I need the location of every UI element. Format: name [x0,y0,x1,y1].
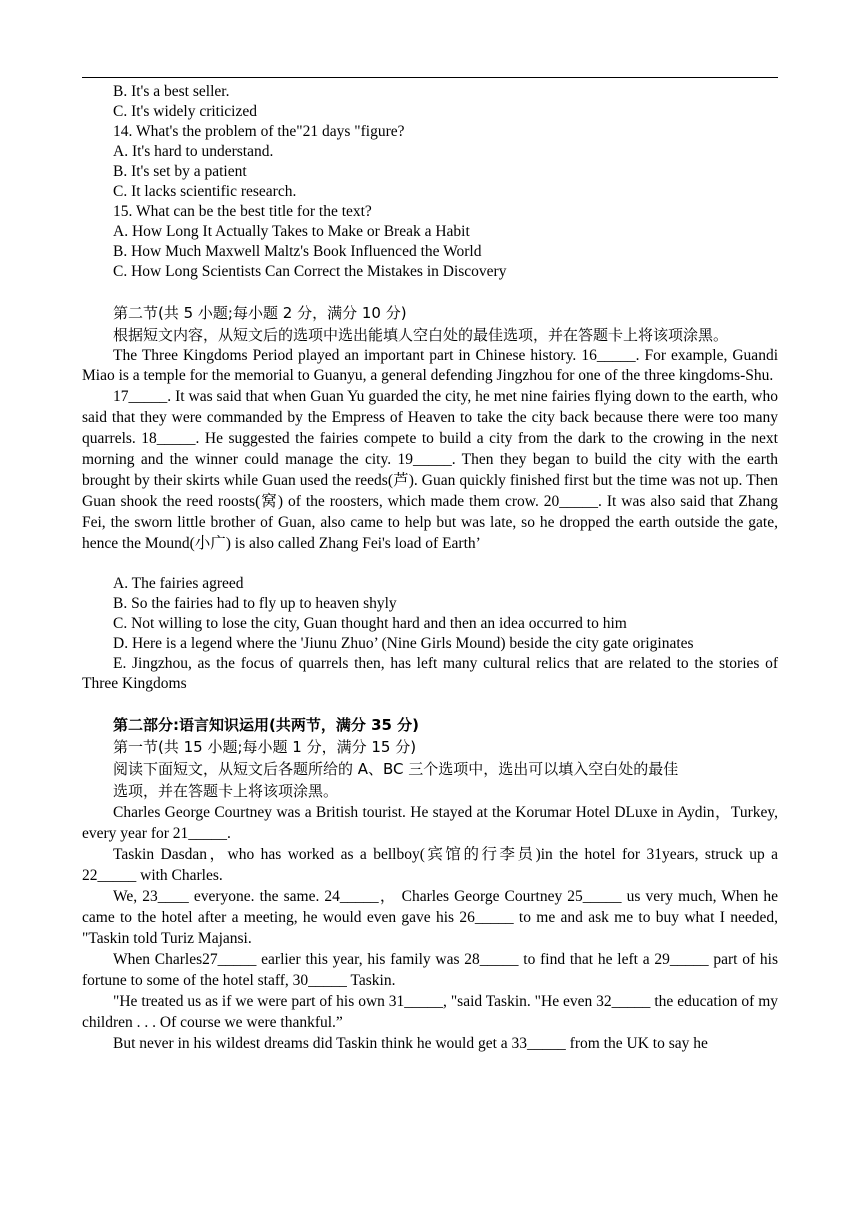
cloze-paragraph-2: Taskin Dasdan，who has worked as a bellboy(宾馆的行李员)in the hotel for 31years, struck up a 22_____ with Charles. [82,846,778,884]
part2-section1-heading: 第一节(共 15 小题;每小题 1 分，满分 15 分) [113,738,417,756]
header-rule [82,77,778,78]
section2-option-d: D. Here is a legend where the 'Jiunu Zhuo’ (Nine Girls Mound) beside the city gate originates [113,635,694,652]
cloze-paragraph-5: "He treated us as if we were part of his own 31_____, "said Taskin. "He even 32_____ the education of my children . . . Of course we were thankful.” [82,993,778,1031]
spacer [82,694,778,714]
q15-option-a: A. How Long It Actually Takes to Make or Break a Habit [113,223,470,240]
cloze-paragraph-1: Charles George Courtney was a British tourist. He stayed at the Korumar Hotel DLuxe in Aydin，Turkey, every year for 21_____. [82,804,778,842]
spacer [82,282,778,302]
q13-option-c: C. It's widely criticized [113,103,257,120]
q13-option-b: B. It's a best seller. [113,83,230,100]
section2-instruction: 根据短文内容，从短文后的选项中选出能填人空白处的最佳选项，并在答题卡上将该项涂黑。 [113,326,729,344]
section2-option-b: B. So the fairies had to fly up to heaven shyly [113,595,397,612]
spacer [82,554,778,574]
part2-instruction-line2: 选项，并在答题卡上将该项涂黑。 [113,782,339,800]
cloze-paragraph-3: We, 23____ everyone. the same. 24_____， Charles George Courtney 25_____ us very much, When he came to the hotel after a meeting, he would even gave his 26_____ to me and ask me to buy what I needed, "Taskin told Turiz Majansi. [82,888,778,947]
cloze-paragraph-6: But never in his wildest dreams did Taskin think he would get a 33_____ from the UK to say he [113,1035,708,1052]
q14-question: 14. What's the problem of the"21 days "figure? [113,123,405,140]
part2-heading: 第二部分:语言知识运用(共两节，满分 35 分) [113,716,420,734]
q14-option-c: C. It lacks scientific research. [113,183,297,200]
passage-paragraph-2: 17_____. It was said that when Guan Yu guarded the city, he met nine fairies flying down to the earth, who said that they were commanded by the Empress of Heaven to take the city back because there were too many quarrels. 18_____. He suggested the fairies compete to build a city from the dark to the crowing in the next morning and the winner could manage the city. 19_____. Then they began to build the city with the earth brought by their skirts while Guan used the reeds(芦). Guan quickly finished first but the time was not up. Then Guan shook the reed roosts(窝) of the roosters, which made them crow. 20_____. It was also said that Zhang Fei, the sworn little brother of Guan, also came to help but was late, so he dropped the earth outside the gate, hence the Mound(小广) is also called Zhang Fei's load of Earth’ [82,388,778,552]
q14-option-a: A. It's hard to understand. [113,143,274,160]
q15-option-c: C. How Long Scientists Can Correct the Mistakes in Discovery [113,263,507,280]
section2-option-a: A. The fairies agreed [113,575,244,592]
part2-instruction-line1: 阅读下面短文，从短文后各题所给的 A、BC 三个选项中，选出可以填入空白处的最佳 [113,760,679,778]
cloze-paragraph-4: When Charles27_____ earlier this year, his family was 28_____ to find that he left a 29_____ part of his fortune to some of the hotel staff, 30_____ Taskin. [82,951,778,989]
q15-question: 15. What can be the best title for the text? [113,203,372,220]
section2-option-c: C. Not willing to lose the city, Guan thought hard and then an idea occurred to him [113,615,627,632]
passage-paragraph-1: The Three Kingdoms Period played an important part in Chinese history. 16_____. For example, Guandi Miao is a temple for the memorial to Guanyu, a general defending Jingzhou for one of the three kingdoms-Shu. [82,347,778,384]
q14-option-b: B. It's set by a patient [113,163,247,180]
exam-page [82,82,778,1054]
section2-option-e: E. Jingzhou, as the focus of quarrels then, has left many cultural relics that are related to the stories of Three Kingdoms [82,655,778,692]
section2-heading: 第二节(共 5 小题;每小题 2 分，满分 10 分) [113,304,407,322]
q15-option-b: B. How Much Maxwell Maltz's Book Influenced the World [113,243,482,260]
